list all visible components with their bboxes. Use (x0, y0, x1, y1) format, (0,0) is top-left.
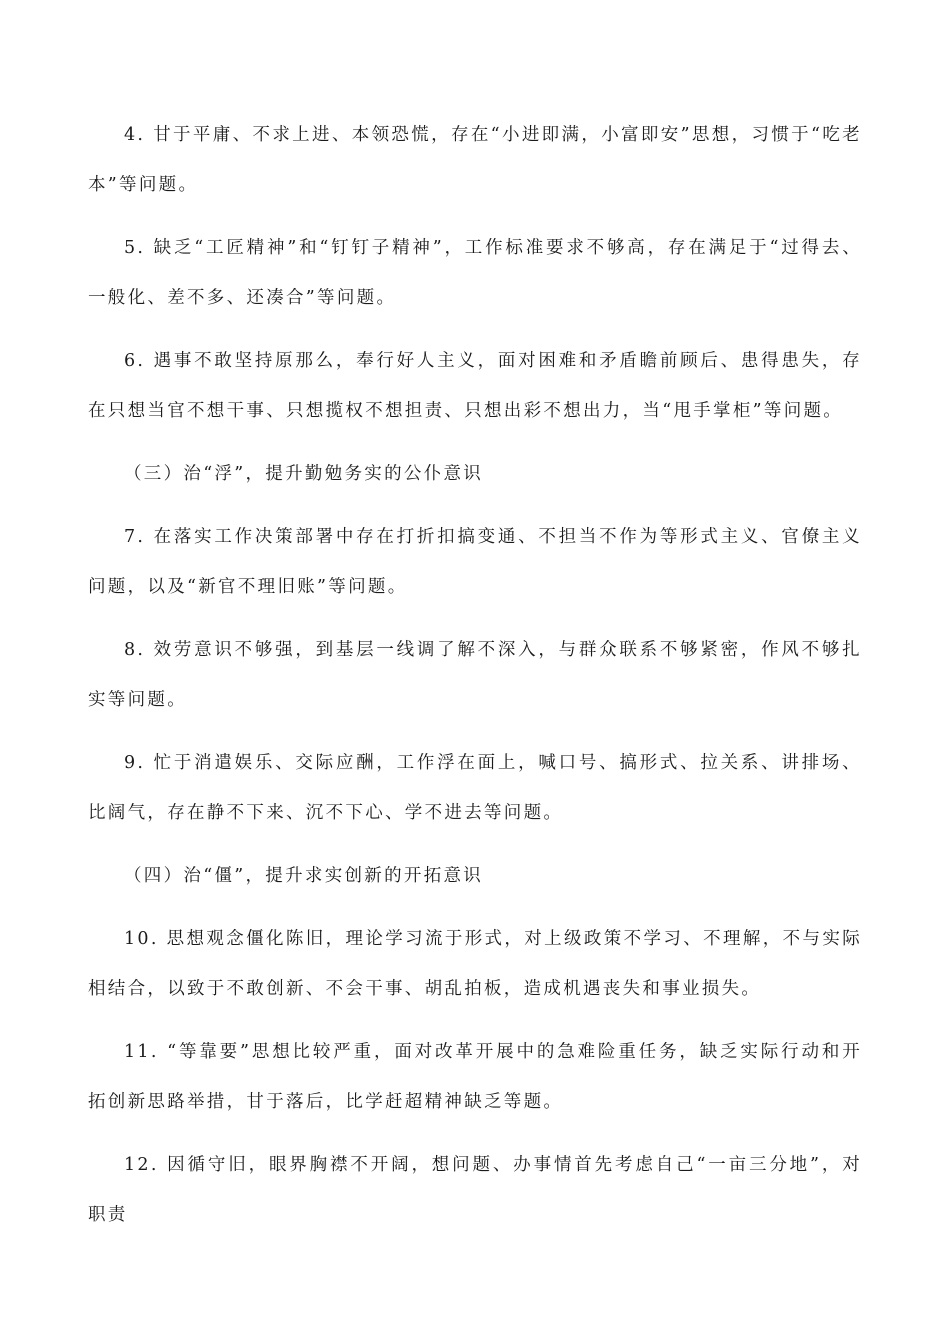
paragraph-item-7: 7. 在落实工作决策部署中存在打折扣搞变通、不担当不作为等形式主义、官僚主义问题，以及“新官不理旧账”等问题。 (88, 527, 862, 597)
paragraph-item-5: 5. 缺乏“工匠精神”和“钉钉子精神”，工作标准要求不够高，存在满足于“过得去、一般化、差不多、还凑合”等问题。 (88, 238, 862, 308)
paragraph-item-11: 11. “等靠要”思想比较严重，面对改革开展中的急难险重任务，缺乏实际行动和开拓创新思路举措，甘于落后，比学赶超精神缺乏等题。 (88, 1042, 862, 1112)
paragraph-item-12: 12. 因循守旧，眼界胸襟不开阔，想问题、办事情首先考虑自己“一亩三分地”，对职责 (88, 1155, 862, 1225)
paragraph-item-10: 10. 思想观念僵化陈旧，理论学习流于形式，对上级政策不学习、不理解，不与实际相结合，以致于不敢创新、不会干事、胡乱拍板，造成机遇丧失和事业损失。 (88, 929, 862, 999)
paragraph-item-9: 9. 忙于消遣娱乐、交际应酬，工作浮在面上，喊口号、搞形式、拉关系、讲排场、比阔气，存在静不下来、沉不下心、学不进去等问题。 (88, 753, 862, 823)
paragraph-item-4: 4. 甘于平庸、不求上进、本领恐慌，存在“小进即满，小富即安”思想，习惯于“吃老本”等问题。 (88, 125, 862, 195)
paragraph-item-8: 8. 效劳意识不够强，到基层一线调了解不深入，与群众联系不够紧密，作风不够扎实等问题。 (88, 640, 862, 710)
document-body (88, 110, 862, 1253)
section-heading-4: （四）治“僵”，提升求实创新的开拓意识 (124, 866, 484, 886)
paragraph-item-6: 6. 遇事不敢坚持原那么，奉行好人主义，面对困难和矛盾瞻前顾后、患得患失，存在只想当官不想干事、只想揽权不想担责、只想出彩不想出力，当“甩手掌柜”等问题。 (88, 351, 862, 421)
section-heading-3: （三）治“浮”，提升勤勉务实的公仆意识 (124, 464, 484, 484)
